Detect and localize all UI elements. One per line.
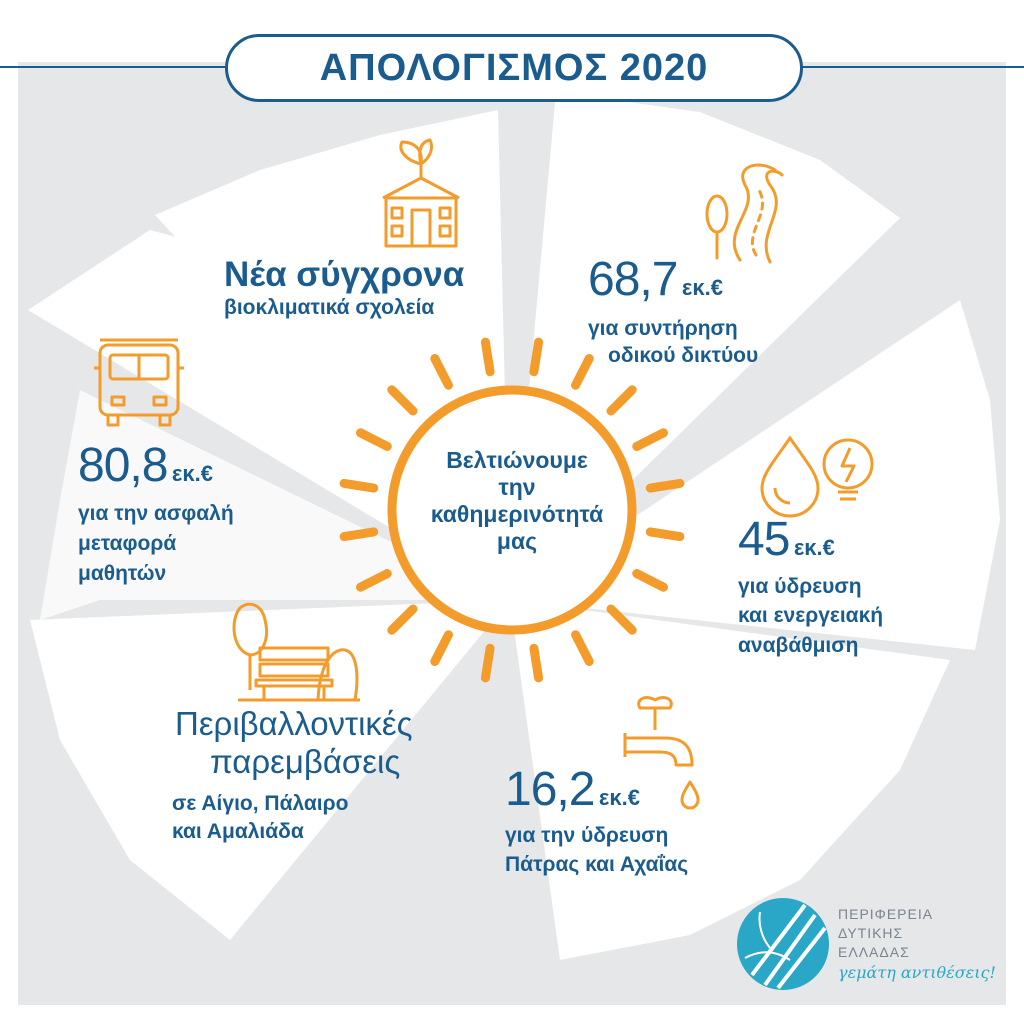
region-name-line: ΕΛΛΑΔΑΣ: [838, 944, 910, 960]
water-energy-unit: εκ.€: [793, 535, 835, 560]
transport-amount: 80,8: [78, 439, 168, 492]
transport-amount-row: [78, 438, 213, 493]
sun-ray: [534, 342, 539, 372]
water-energy-amount-row: [738, 512, 835, 567]
center-line: Βελτιώνουμε: [446, 447, 588, 473]
water-patras-amount: 16,2: [505, 763, 595, 816]
region-name-line: ΠΕΡΙΦΕΡΕΙΑ: [838, 906, 934, 922]
sun-ray: [485, 342, 490, 372]
water-patras-unit: εκ.€: [598, 785, 640, 810]
roads-unit: εκ.€: [681, 275, 723, 300]
center-line: την: [498, 474, 536, 500]
water-patras-subtitle-1: για την ύδρευση: [505, 824, 669, 847]
center-line: μας: [496, 528, 538, 554]
water-energy-subtitle-3: αναβάθμιση: [738, 634, 859, 657]
roads-subtitle-1: για συντήρηση: [588, 317, 738, 340]
sun-ray: [485, 648, 490, 678]
transport-unit: εκ.€: [171, 461, 213, 486]
schools-subtitle: βιοκλιματικά σχολεία: [224, 296, 435, 319]
region-name-line: ΔΥΤΙΚΗΣ: [838, 925, 904, 941]
sun-ray: [534, 648, 539, 678]
page-title: ΑΠΟΛΟΓΙΣΜΟΣ 2020: [319, 46, 709, 89]
water-energy-subtitle-2: και ενεργειακή: [738, 604, 884, 627]
region-slogan: γεμάτη αντιθέσεις!: [838, 963, 996, 982]
transport-subtitle-1: για την ασφαλή: [78, 502, 234, 525]
water-patras-subtitle-2: Πάτρας και Αχαΐας: [505, 853, 689, 876]
transport-subtitle-2: μεταφορά: [78, 532, 177, 555]
sun-ray: [650, 483, 680, 488]
schools-headline: Νέα σύγχρονα: [224, 255, 465, 294]
title-box: [225, 34, 803, 102]
region-logo-icon: [737, 898, 829, 990]
water-patras-amount-row: [505, 762, 640, 817]
water-energy-subtitle-1: για ύδρευση: [738, 575, 862, 598]
water-energy-amount: 45: [738, 513, 790, 566]
center-message: [392, 447, 642, 555]
transport-subtitle-3: μαθητών: [78, 562, 167, 585]
sun-ray: [650, 532, 680, 537]
roads-amount: 68,7: [588, 253, 678, 306]
roads-subtitle-2: οδικού δικτύου: [608, 344, 759, 367]
environment-line-2: παρεμβάσεις: [210, 743, 401, 780]
environment-line-1: Περιβαλλοντικές: [175, 705, 413, 742]
center-line: καθημερινότητά: [430, 501, 604, 527]
environment-subtitle-2: και Αμαλιάδα: [172, 820, 304, 843]
environment-subtitle-1: σε Αίγιο, Πάλαιρο: [172, 792, 349, 815]
sun-ray: [344, 483, 374, 488]
roads-amount-row: [588, 252, 723, 307]
region-name: [838, 905, 933, 962]
sun-ray: [344, 532, 374, 537]
